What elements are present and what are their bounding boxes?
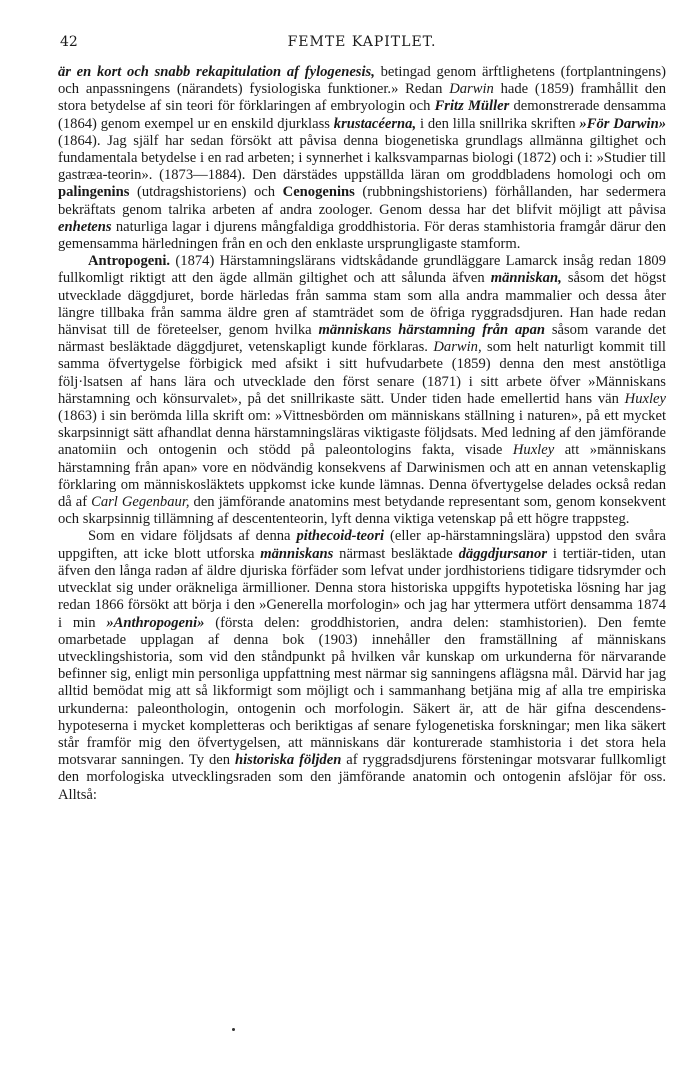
print-speck [232, 1028, 235, 1031]
bold-term: palingenins [58, 184, 130, 201]
text-run: som helt naturligt kommit till samma öfvertygelse förbigick med afsikt i sitt hufvudarbete (1859) denna den mest anstötliga följ·lsatsen af hans lära och utvecklade den först senare (1871) i sitt arbete öfver »Människans härstamning och könsurvalet», på det snillrikaste sätt. Under tiden hade emellertid hans vän [58, 339, 666, 407]
bold-term: Cenogenins [282, 184, 355, 201]
italic-phrase: historiska följden [235, 752, 342, 769]
text-run: (1874) Härstamningslärans vidtskådande grundläggare Lamarck insåg redan 1809 fullkomligt riktigt att den ägde allmän giltighet och att sålunda äfven [58, 253, 666, 287]
page [58, 34, 666, 804]
body-text [58, 64, 666, 804]
italic-term: krustacéerna, [333, 115, 417, 132]
italic-title: »För Darwin» [579, 115, 666, 132]
text-run: att »människans härstamning från apan» vore en nödvändig konsekvens af Darwinismen och att en annan vetenskaplig förklaring om människosläktets uppkomst icke kunde lämnas. Denna öfvertygelse delades också redan då af [58, 442, 666, 511]
text-run: i tertiär-tiden, utan äfven den långa radən af äldre djuriska förfäder som lefvat under jordhistoriens tidigare tidsrymder och utvecklat sig under oräkneliga ärmillioner. Denna stora historiska uppgifts hypotetiska lösning har jag redan 1866 försökt att börja i den »Generella morfologin» och jag har yttermera utfört densamma 1874 i min [58, 545, 666, 631]
name-fritz-muller: Fritz Müller [434, 98, 510, 115]
text-run: hade (1859) framhållit den stora betydelse af sin teori för förklaringen af embryologin och [58, 81, 666, 115]
text-run: (utdragshistoriens) och [129, 184, 283, 201]
italic-term: enhetens [58, 218, 112, 235]
italic-phrase: människans härstamning från apan [318, 322, 545, 339]
page-number: 42 [60, 34, 78, 50]
section-heading: Antropogeni. [88, 253, 171, 270]
text-run: naturliga lagar i djurens mångfaldiga groddhistoria. För deras stamhistoria framgår därur den gemensamma härledningen från en och den enklaste ursprungligaste stamform. [58, 218, 666, 253]
text-run: (1863) i sin berömda lilla skrift om: »Vittnesbörden om människans ställning i naturen», på ett mycket skarpsinnigt sätt afhandlat denna härstamningsläras viktigaste följdsats. Med ledning af den jämförande anatomiin och ontogenin och stödd på paleontologins fakta, visade [58, 408, 666, 459]
text-run: (rubbningshistoriens) förhållanden, har sedermera bekräftats genom talrika arbeten af andra zoologer. Genom dessa har det blifvit möjligt att påvisa [58, 184, 666, 218]
text-run: betingad genom ärftlighetens (fortplantningens) och anpassningens (närandets) fysiologiska funktioner.» Redan [58, 64, 666, 98]
text-run: i den lilla snillrika skriften [416, 115, 580, 132]
italic-term: människan, [490, 270, 562, 287]
text-run: (första delen: groddhistorien, andra delen: stamhistorien). Den femte omarbetade upplagan af denna bok (1903) innehåller den framställning af människans utvecklingshistoria, som vid den ståndpunkt på hvilken vår kunskap om urkunderna för närvarande befinner sig, enligt min personliga uppfattning mest närmar sig sanningens aflägsna mål. Därvid har jag alltid bemödat mig att så likformigt som möjligt och i sammanhang betjäna mig af alla tre empiriska urkunderna: paleonthologin, ontogenin och morfologin. Säkert är, att de här gifna descendens-hypoteserna i mycket kompletteras och beriktigas af senare fylogenetiska forskningar; men lika säkert står framför mig den öfvertygelsen, att människans där konturerade stamhistoria i det stora hela motsvarar sanningen. Ty den [58, 614, 666, 769]
paragraph-1 [58, 64, 666, 253]
name-darwin: Darwin [449, 81, 494, 98]
text-run: såsom varande det närmast besläktade däggdjuret, vetenskapligt kunde förklaras. [58, 322, 666, 356]
paragraph-2 [58, 253, 666, 528]
name-gegenbaur: Carl Gegenbaur, [91, 494, 190, 511]
name-darwin: Darwin, [433, 339, 482, 356]
italic-phrase: är en kort och snabb rekapitulation af fylogenesis, [58, 64, 375, 80]
italic-term: däggdjursanor [458, 545, 548, 562]
chapter-title: FEMTE KAPITLET. [287, 34, 437, 50]
page-header [58, 34, 666, 56]
text-run: närmast besläktade [333, 545, 459, 562]
text-run: såsom det högst utvecklade däggdjuret, borde härledas från samma stam som alla andra mammalier och dessa åter längre tillbaka från samma äldre gren af stamträdet som de öfriga ryggradsdjuren. Han hade redan hänvisat till de företeelser, genom hvilka [58, 270, 666, 339]
italic-term: pithecoid-teori [296, 528, 385, 545]
text-run: demonstrerade densamma (1864) genom exempel ur en enskild djurklass [58, 98, 666, 132]
italic-title: »Anthropogeni» [106, 614, 205, 631]
text-run: af ryggradsdjurens förstеningar motsvarar fullkomligt den morfologiska utvecklingsraden som den jämförande anatomin och ontogenin afslöjar för oss. Alltså: [58, 752, 666, 803]
name-huxley: Huxley [624, 390, 666, 407]
paragraph-3 [58, 528, 666, 803]
text-run: Som en vidare följdsats af denna [88, 528, 297, 545]
italic-term: människans [260, 545, 334, 562]
text-run: (1864). Jag själf har sedan försökt att påvisa denna biogenetiska grundlags allmänna giltighet och fundamentala betydelse i en rad arbeten; i synnerhet i kalksvamparnas biologi (1872) och i: »Studier till gastræa-teorin». (1873—1884). Den därstädes uppställda läran om groddbladens homologi och om [58, 132, 666, 184]
text-run: den jämförande anatomins mest betydande representant som, genom konsekvent och skarpsinnig tillämning af descententeorin, lyft denna viktiga vetenskap på ett högre trappsteg. [58, 494, 666, 528]
name-huxley: Huxley [512, 442, 555, 459]
text-run: (eller ap-härstamningslära) uppstod den svåra uppgiften, att icke blott utforska [58, 528, 666, 562]
